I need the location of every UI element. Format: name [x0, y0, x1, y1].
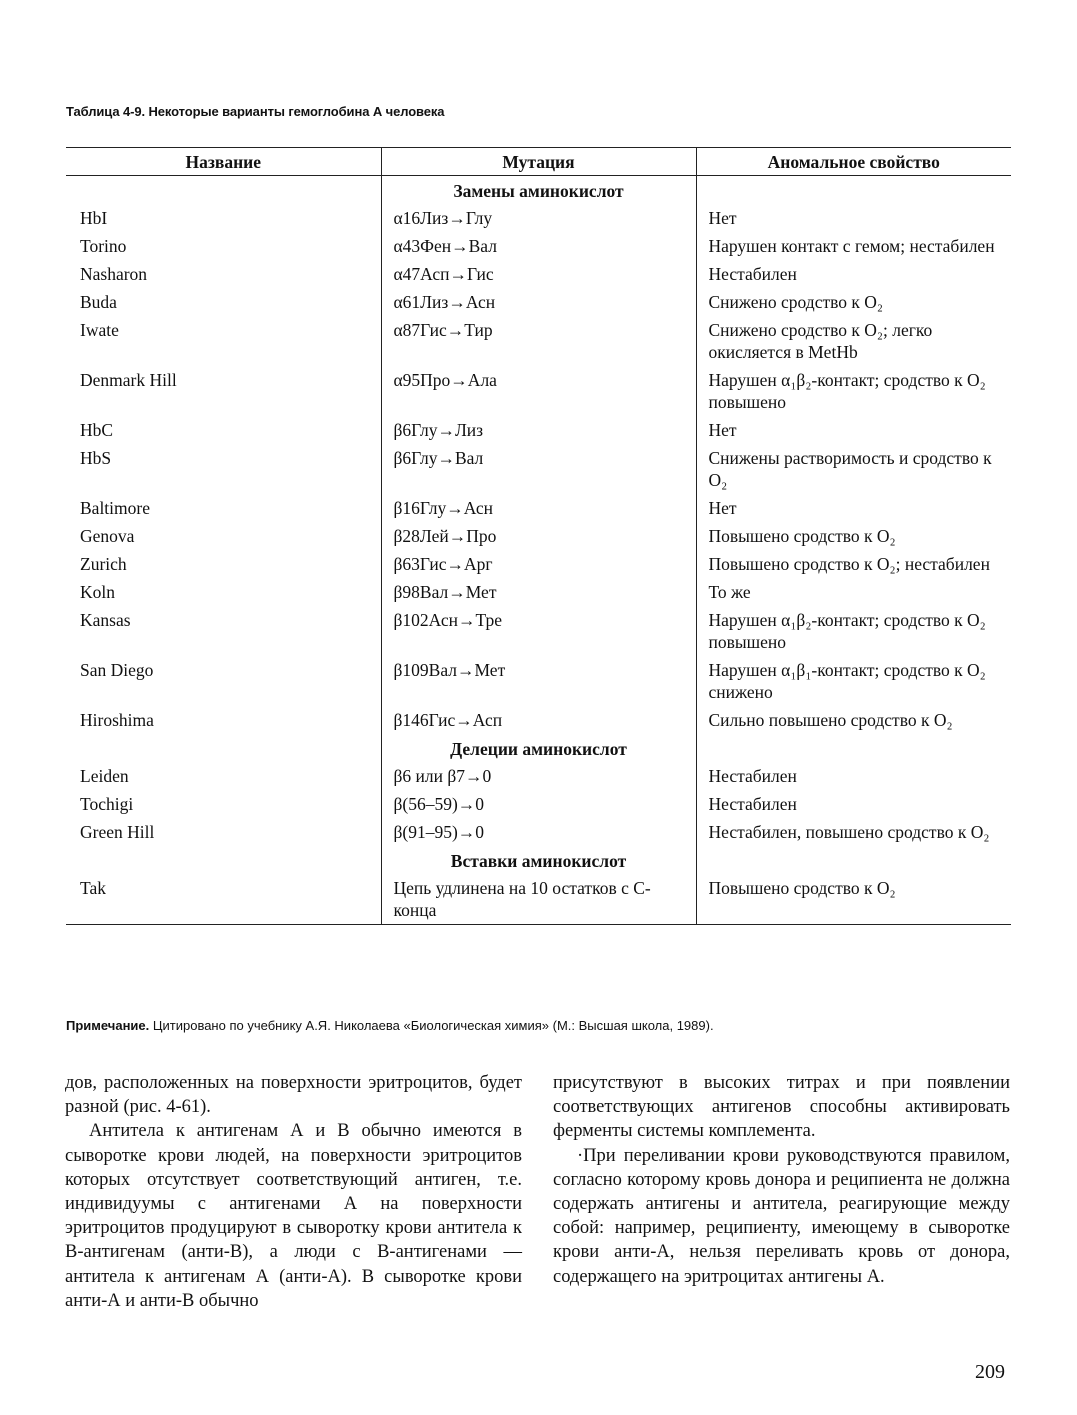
mutation: β6 или β7→0	[381, 762, 696, 790]
mutation: α61Лиз→Асн	[381, 288, 696, 316]
section-spacer	[696, 176, 1011, 205]
table-row	[66, 874, 1011, 925]
mutation: β102Асн→Тре	[381, 606, 696, 656]
section-row	[66, 734, 1011, 762]
section-spacer	[696, 734, 1011, 762]
paragraph: дов, расположенных на поверхности эритроцитов, будет разной (рис. 4-61).	[65, 1073, 522, 1118]
page-number: 209	[975, 1361, 1005, 1383]
table-row	[66, 606, 1011, 656]
paragraph: ·При переливании крови руководствуются правилом, согласно которому кровь донора и реципиента не должна содержать антигены и антитела, реагирующие между собой: например, реципиенту, имеющему в сыворотке крови анти-А, нельзя переливать кровь от донора, содержащего на эритроцитах антигены А.	[553, 1145, 1010, 1287]
table-row	[66, 316, 1011, 366]
mutation: β146Гис→Асп	[381, 706, 696, 734]
variant-name: Hiroshima	[80, 710, 154, 730]
abnormal-property: Нестабилен	[696, 762, 1011, 790]
table-row	[66, 818, 1011, 846]
variant-name: Genova	[80, 526, 135, 546]
table-row	[66, 656, 1011, 706]
section-title: Делеции аминокислот	[381, 734, 696, 762]
table-row	[66, 522, 1011, 550]
mutation: β6Глу→Лиз	[381, 416, 696, 444]
table-row	[66, 494, 1011, 522]
mutation: α95Про→Ала	[381, 366, 696, 416]
abnormal-property: Нет	[696, 494, 1011, 522]
paragraph: Антитела к антигенам А и В обычно имеются в сыворотке крови людей, на поверхности эритроцитов которых отсутствует соответствующий антиген, т.е. индивидуумы с антигенами А на поверхности эритроцитов продуцируют в сыворотку крови антитела к В-антигенам (анти-В), а люди с В-антигенами — антитела к антигенам А (анти-А). В сыворотке крови анти-А и анти-В обычно	[65, 1121, 522, 1311]
abnormal-property: Снижено сродство к O₂	[696, 288, 1011, 316]
section-spacer	[66, 846, 381, 874]
mutation: α43Фен→Вал	[381, 232, 696, 260]
mutation: β6Глу→Вал	[381, 444, 696, 494]
variant-name: Torino	[80, 236, 127, 256]
abnormal-property: Повышено сродство к O₂; нестабилен	[696, 550, 1011, 578]
table-note	[66, 1018, 714, 1033]
section-spacer	[696, 846, 1011, 874]
table-row	[66, 578, 1011, 606]
table-row	[66, 790, 1011, 818]
abnormal-property: Нестабилен, повышено сродство к O₂	[696, 818, 1011, 846]
mutation: β28Лей→Про	[381, 522, 696, 550]
variant-name: Baltimore	[80, 498, 150, 518]
section-row	[66, 846, 1011, 874]
variant-name: HbI	[80, 208, 108, 228]
mutation: Цепь удлинена на 10 остатков с С-конца	[381, 874, 696, 925]
body-column-left	[65, 1071, 522, 1313]
section-spacer	[66, 176, 381, 205]
abnormal-property: Снижено сродство к O₂; легко окисляется в MetHb	[696, 316, 1011, 366]
table-row	[66, 366, 1011, 416]
table-row	[66, 762, 1011, 790]
note-label: Примечание.	[66, 1018, 150, 1033]
table-row	[66, 706, 1011, 734]
abnormal-property: Повышено сродство к O₂	[696, 522, 1011, 550]
section-spacer	[66, 734, 381, 762]
table-caption: Таблица 4-9. Некоторые варианты гемоглобина А человека	[66, 104, 445, 119]
abnormal-property: Повышено сродство к O₂	[696, 874, 1011, 925]
variant-name: Tochigi	[80, 794, 134, 814]
table-row	[66, 232, 1011, 260]
header-property: Аномальное свойство	[696, 148, 1011, 176]
variant-name: Denmark Hill	[80, 370, 177, 390]
variant-name: HbC	[80, 420, 114, 440]
mutation: β(91–95)→0	[381, 818, 696, 846]
abnormal-property: Сильно повышено сродство к O₂	[696, 706, 1011, 734]
mutation: β109Вал→Мет	[381, 656, 696, 706]
variant-name: San Diego	[80, 660, 154, 680]
table-row	[66, 416, 1011, 444]
note-text: Цитировано по учебнику А.Я. Николаева «Биологическая химия» (М.: Высшая школа, 1989).	[152, 1018, 714, 1033]
mutation: α16Лиз→Глу	[381, 204, 696, 232]
table-row	[66, 550, 1011, 578]
section-title: Вставки аминокислот	[381, 846, 696, 874]
section-row	[66, 176, 1011, 205]
abnormal-property: Нет	[696, 416, 1011, 444]
variant-name: Zurich	[80, 554, 127, 574]
variant-name: Green Hill	[80, 822, 155, 842]
variant-name: Iwate	[80, 320, 119, 340]
variant-name: Tak	[66, 874, 381, 925]
table-body	[66, 176, 1011, 925]
variant-name: Buda	[80, 292, 117, 312]
abnormal-property: Снижены растворимость и сродство к O₂	[696, 444, 1011, 494]
abnormal-property: Нарушен α₁β₁-контакт; сродство к O₂ снижено	[696, 656, 1011, 706]
table-row	[66, 444, 1011, 494]
header-name: Название	[66, 148, 381, 176]
variant-name: HbS	[80, 448, 112, 468]
variant-name: Leiden	[80, 766, 129, 786]
abnormal-property: Нарушен контакт с гемом; нестабилен	[696, 232, 1011, 260]
abnormal-property: Нестабилен	[696, 260, 1011, 288]
mutation: α87Гис→Тир	[381, 316, 696, 366]
section-title: Замены аминокислот	[381, 176, 696, 205]
abnormal-property: Нарушен α₁β₂-контакт; сродство к O₂ повышено	[696, 366, 1011, 416]
table-row	[66, 260, 1011, 288]
mutation: β98Вал→Мет	[381, 578, 696, 606]
paragraph: присутствуют в высоких титрах и при появлении соответствующих антигенов способны активировать ферменты системы комплемента.	[553, 1073, 1010, 1142]
mutation: β63Гис→Арг	[381, 550, 696, 578]
abnormal-property: Нарушен α₁β₂-контакт; сродство к O₂ повышено	[696, 606, 1011, 656]
table-row	[66, 288, 1011, 316]
mutation: β(56–59)→0	[381, 790, 696, 818]
abnormal-property: То же	[696, 578, 1011, 606]
variant-name: Kansas	[80, 610, 131, 630]
mutation: α47Асп→Гис	[381, 260, 696, 288]
hemoglobin-variants-table	[66, 147, 1011, 925]
table-row	[66, 204, 1011, 232]
body-column-right	[553, 1071, 1010, 1289]
variant-name: Koln	[80, 582, 115, 602]
mutation: β16Глу→Асн	[381, 494, 696, 522]
abnormal-property: Нестабилен	[696, 790, 1011, 818]
abnormal-property: Нет	[696, 204, 1011, 232]
variant-name: Nasharon	[80, 264, 148, 284]
header-mutation: Мутация	[381, 148, 696, 176]
